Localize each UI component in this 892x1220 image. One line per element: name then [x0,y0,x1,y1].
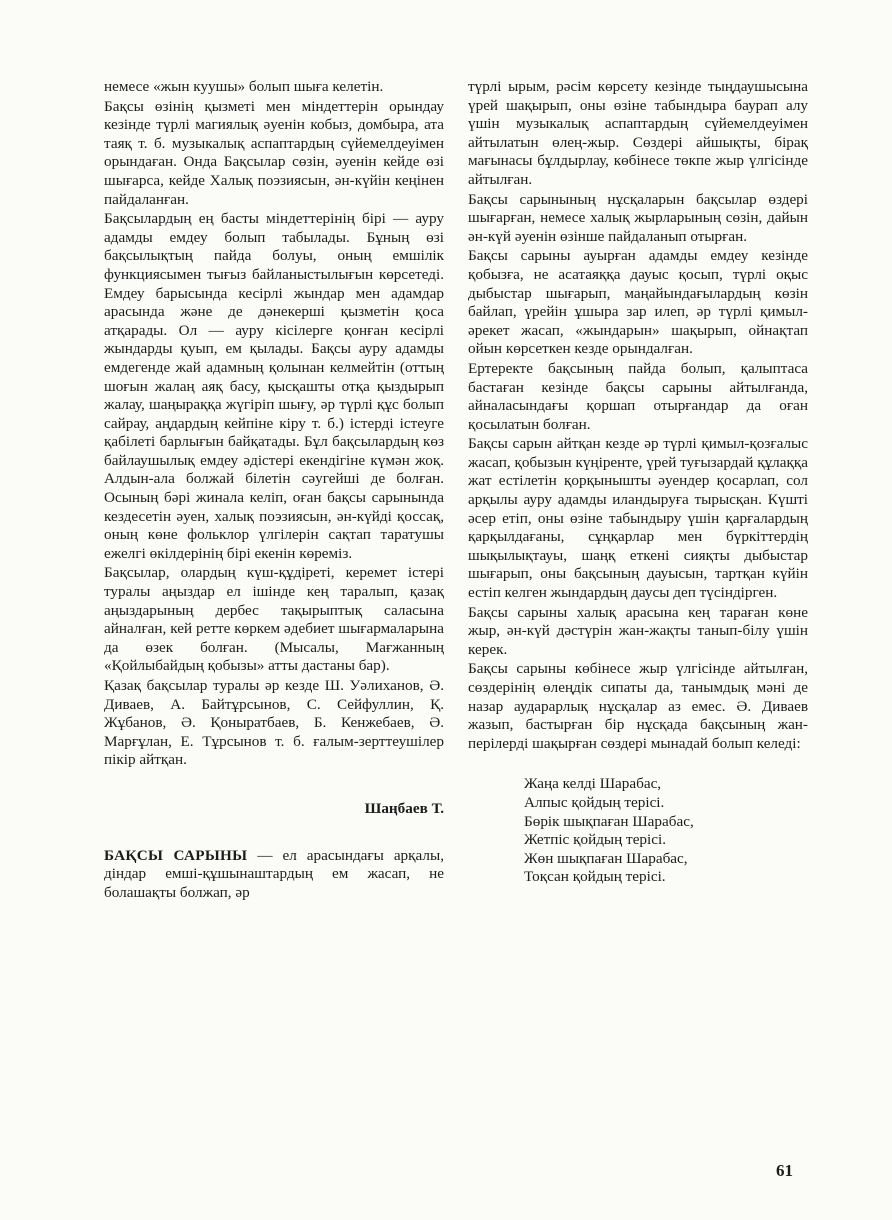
page-number: 61 [776,1161,793,1180]
paragraph: Бақсы сарыны халық арасына кең тараған көне жыр, ән-күй дәстүрін жан-жақты танып-білу үшін керек. [468,603,808,658]
paragraph: Бақсы сарын айтқан кезде әр түрлі қимыл-қозғалыс жасап, қобызын күңірентe, үрей туғызардай құлаққа жат естілетін қорқынышты әуендер қосарлап, сол арқылы ауру адамды иландыруға тырысқан. Күшті әсер етіп, оны өзіне табындыру үшін қарғалардың қарқылдағаны, сұңқарлар мен бүркіттердің шықылықтауы, шаңқ еткені сияқты дыбыстар шығарып, оны бақсының дауысын, тартқан күйін естіп келген жындардың даусы деп түсіндірген. [468,435,808,602]
verse-block [524,775,808,887]
paragraph: Ертеректе бақсының пайда болып, қалыптаса бастаған кезінде бақсы сарыны айтылғанда, айналасындағы қоршап отырғандар да оған қосылатын болған. [468,359,808,433]
paragraph: Қазақ бақсылар туралы әр кезде Ш. Уәлиханов, Ә. Диваев, А. Байтұрсынов, С. Сейфуллин, Қ. Жұбанов, Ә. Қоныратбаев, Б. Кенжебаев, Ә. Марғұлан, Е. Тұрсынов т. б. ғалым-зерттеушілер пікір айтқан. [104,677,444,769]
verse-line: Жетпіс қойдың терісі. [524,831,667,849]
paragraph: түрлі ырым, рәсім көрсету кезінде тыңдаушысына үрей шақырып, оны өзіне табындыра баурап алу үшін музыкалық аспаптардың сүйемелдеуімен айтылатын өлең-жыр. Сөздері айшықты, бірақ мағынасы бұлдырлау, көбінесе төкпе жыр үлгісінде айтылған. [468,78,808,188]
entry-paragraph [104,847,444,903]
paragraph: Бақсы сарынының нұсқаларын бақсылар өздері шығарған, немесе халық жырларының сөзін, дайын ән-күй әуенін өзінше пайдаланып отырған. [468,190,808,245]
paragraph: немесе «жын куушы» болып шыға келетін. [104,78,384,95]
paragraph: Бақсы өзінің қызметі мен міндеттерін орындау кезінде түрлі магиялық әуенін кобыз, домбыра, ата таяқ т. б. музыкалық аспаптардың сүйемелдеуімен орындаған. Онда Бақсылар сөзін, әуенін кейде өзі шығарса, кейде Халық поэзиясын, ән-күйін кеңінен пайдаланған. [104,97,444,208]
verse-line: Жөн шықпаған Шарабас, [524,849,688,867]
entry-heading: БАҚСЫ САРЫНЫ [104,846,248,864]
paragraph: Бақсылар, олардың күш-құдіреті, керемет істері туралы аңыздар ел ішінде кең таралып, қазақ аңыздарының дербес тақырыптық саласына айналған, кей ретте көркем әдебиет шығармаларына да өзек болған. (Мысалы, Мағжанның «Қойлыбайдың қобызы» атты дастаны бар). [104,564,444,675]
verse-line: Алпыс қойдың терісі. [524,793,665,811]
verse-line: Жаңа келді Шарабас, [524,775,662,793]
entry-text: — ел арасындағы арқалы, діндар емші-құшынаштардың ем жасап, не болашақты болжап, әр [104,846,444,901]
paragraph: Бақсы сарыны көбінесе жыр үлгісінде айтылған, сөздерінің өлеңдік сипаты да, танымдық мәні де назар аударарлық нұсқалар аз емес. Ә. Диваев жазып, бастырған бір нұсқада бақсының жан-перілерді шақырған сөздері мынадай болып келеді: [468,660,808,752]
left-column [104,78,444,902]
paragraph: Бақсылардың ең басты міндеттерінің бірі — ауру адамды емдеу болып табылады. Бұның өзі бақсылықтың пайда болуы, оның емшілік функциясымен тығыз байланыстылығын көрсетеді. Емдеу барысында кесірлі жындар мен адамдар арасында жәнe де дәнекерші қызметін қоса атқарады. Ол — ауру кісілерге қонған кесірлі жындарды қуып, ем қылады. Бақсы ауру адамды емдегенде жай адамның қолынан келмейтін (оттың шоғын жалаң аяқ басу, қысқашты отқа қыздырып жалау, шаңыраққа жүгіріп шығу, әр түрлі құс болып сайрау, аңдардың кейпіне кіру т. б.) істерді істеуге қабілеті барлығын байқатады. Бұл бақсылардың көз байлаушылық емдеу әдістері екендігіне күмән жоқ. Алдын-ала болжай білетін сәугейші де болған. Осының бәрі жинала келіп, оған бақсы сарынында кездесетін әуен, халық поэзиясын, ән-күйді қоссақ, оның көне фольклор үлгілерін сақтап таратушы ежелгі өкілдерінің бірі екенін көреміз. [104,210,444,562]
verse-line: Тоқсан қойдың терісі. [524,868,666,886]
author-signature: Шаңбаев Т. [364,799,444,817]
right-column [468,78,808,887]
verse-line: Бөрік шықпаған Шарабас, [524,812,694,830]
paragraph: Бақсы сарыны ауырған адамды емдеу кезінде қобызға, не асатаяққа дауыс қосып, түрлі оқыс дыбыстар шығарып, маңайындағылардың көзін байлап, үрейін ұшыра зар илеп, әр түрлі қимыл-әрекет жасап, «жындарын» шақырып, ойнақтап ойын көрсеткен кезде орындалған. [468,247,808,358]
